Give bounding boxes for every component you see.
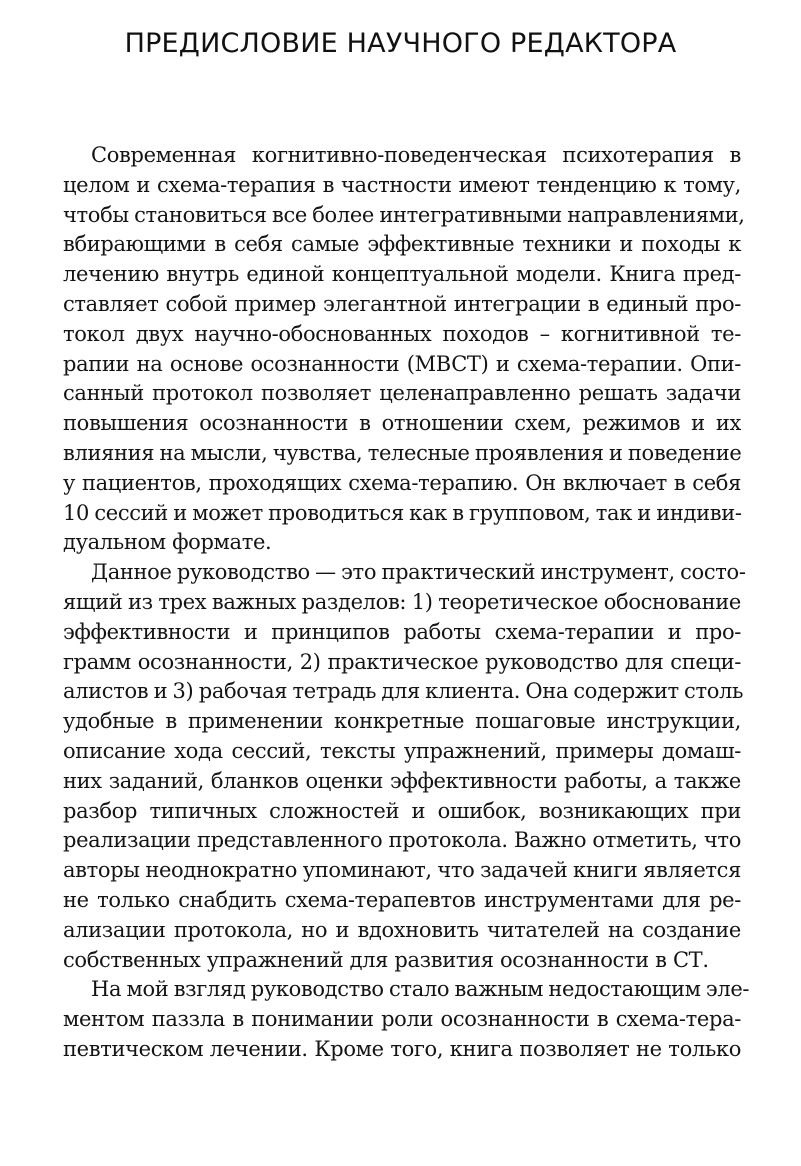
text-line: лечению внутрь единой концептуальной модели. Книга пред- <box>63 262 741 287</box>
text-line: алистов и 3) рабочая тетрадь для клиента. Она содержит столь <box>63 679 744 704</box>
text-line: певтическом лечении. Кроме того, книга позволяет не только <box>63 1036 741 1061</box>
text-line: реализации представленного протокола. Важно отметить, что <box>63 828 741 853</box>
text-line: ставляет собой пример элегантной интеграции в единый про- <box>63 291 741 316</box>
text-line: ящий из трех важных разделов: 1) теоретическое обоснование <box>63 589 741 614</box>
text-line: влияния на мысли, чувства, телесные проявления и поведение <box>63 440 742 465</box>
text-line: не только снабдить схема-терапевтов инструментами для ре- <box>63 887 741 912</box>
text-line: Современная когнитивно-поведенческая психотерапия в <box>91 143 741 167</box>
text-line: авторы неоднократно упоминают, что задачей книги является <box>63 858 741 883</box>
text-line: них заданий, бланков оценки эффективности работы, а также <box>63 768 741 793</box>
text-line: чтобы становиться все более интегративными направлениями, <box>63 202 745 227</box>
text-line: дуальном формате. <box>63 530 272 555</box>
body-text <box>63 141 750 1065</box>
text-line: повышения осознанности в отношении схем, режимов и их <box>63 411 741 436</box>
text-line: целом и схема-терапия в частности имеют тенденцию к тому, <box>63 172 741 197</box>
text-line: описание хода сессий, тексты упражнений, примеры домаш- <box>63 738 741 763</box>
text-line: На мой взгляд руководство стало важным недостающим эле- <box>91 977 750 1002</box>
text-line: у пациентов, проходящих схема-терапию. Он включает в себя <box>63 470 741 495</box>
text-line: 10 сессий и может проводиться как в групповом, так и индиви- <box>63 500 742 525</box>
text-line: ментом паззла в понимании роли осознанности в схема-тера- <box>63 1007 741 1032</box>
text-line: санный протокол позволяет целенаправленно решать задачи <box>63 381 741 406</box>
text-line: разбор типичных сложностей и ошибок, возникающих при <box>63 798 741 823</box>
text-line: собственных упражнений для развития осознанности в СТ. <box>63 947 709 972</box>
text-line: грамм осознанности, 2) практическое руководство для специ- <box>63 649 741 674</box>
text-line: ализации протокола, но и вдохновить читателей на создание <box>63 917 741 942</box>
text-line: рапии на основе осознанности (MBCT) и схема-терапии. Опи- <box>63 351 741 376</box>
text-line: Данное руководство — это практический инструмент, состо- <box>91 560 746 585</box>
text-line: эффективности и принципов работы схема-терапии и про- <box>63 619 741 644</box>
text-line: токол двух научно-обоснованных походов – когнитивной те- <box>63 321 741 346</box>
page-title: ПРЕДИСЛОВИЕ НАУЧНОГО РЕДАКТОРА <box>124 28 677 59</box>
text-line: вбирающими в себя самые эффективные техники и походы к <box>63 232 741 257</box>
text-line: удобные в применении конкретные пошаговые инструкции, <box>63 709 741 734</box>
